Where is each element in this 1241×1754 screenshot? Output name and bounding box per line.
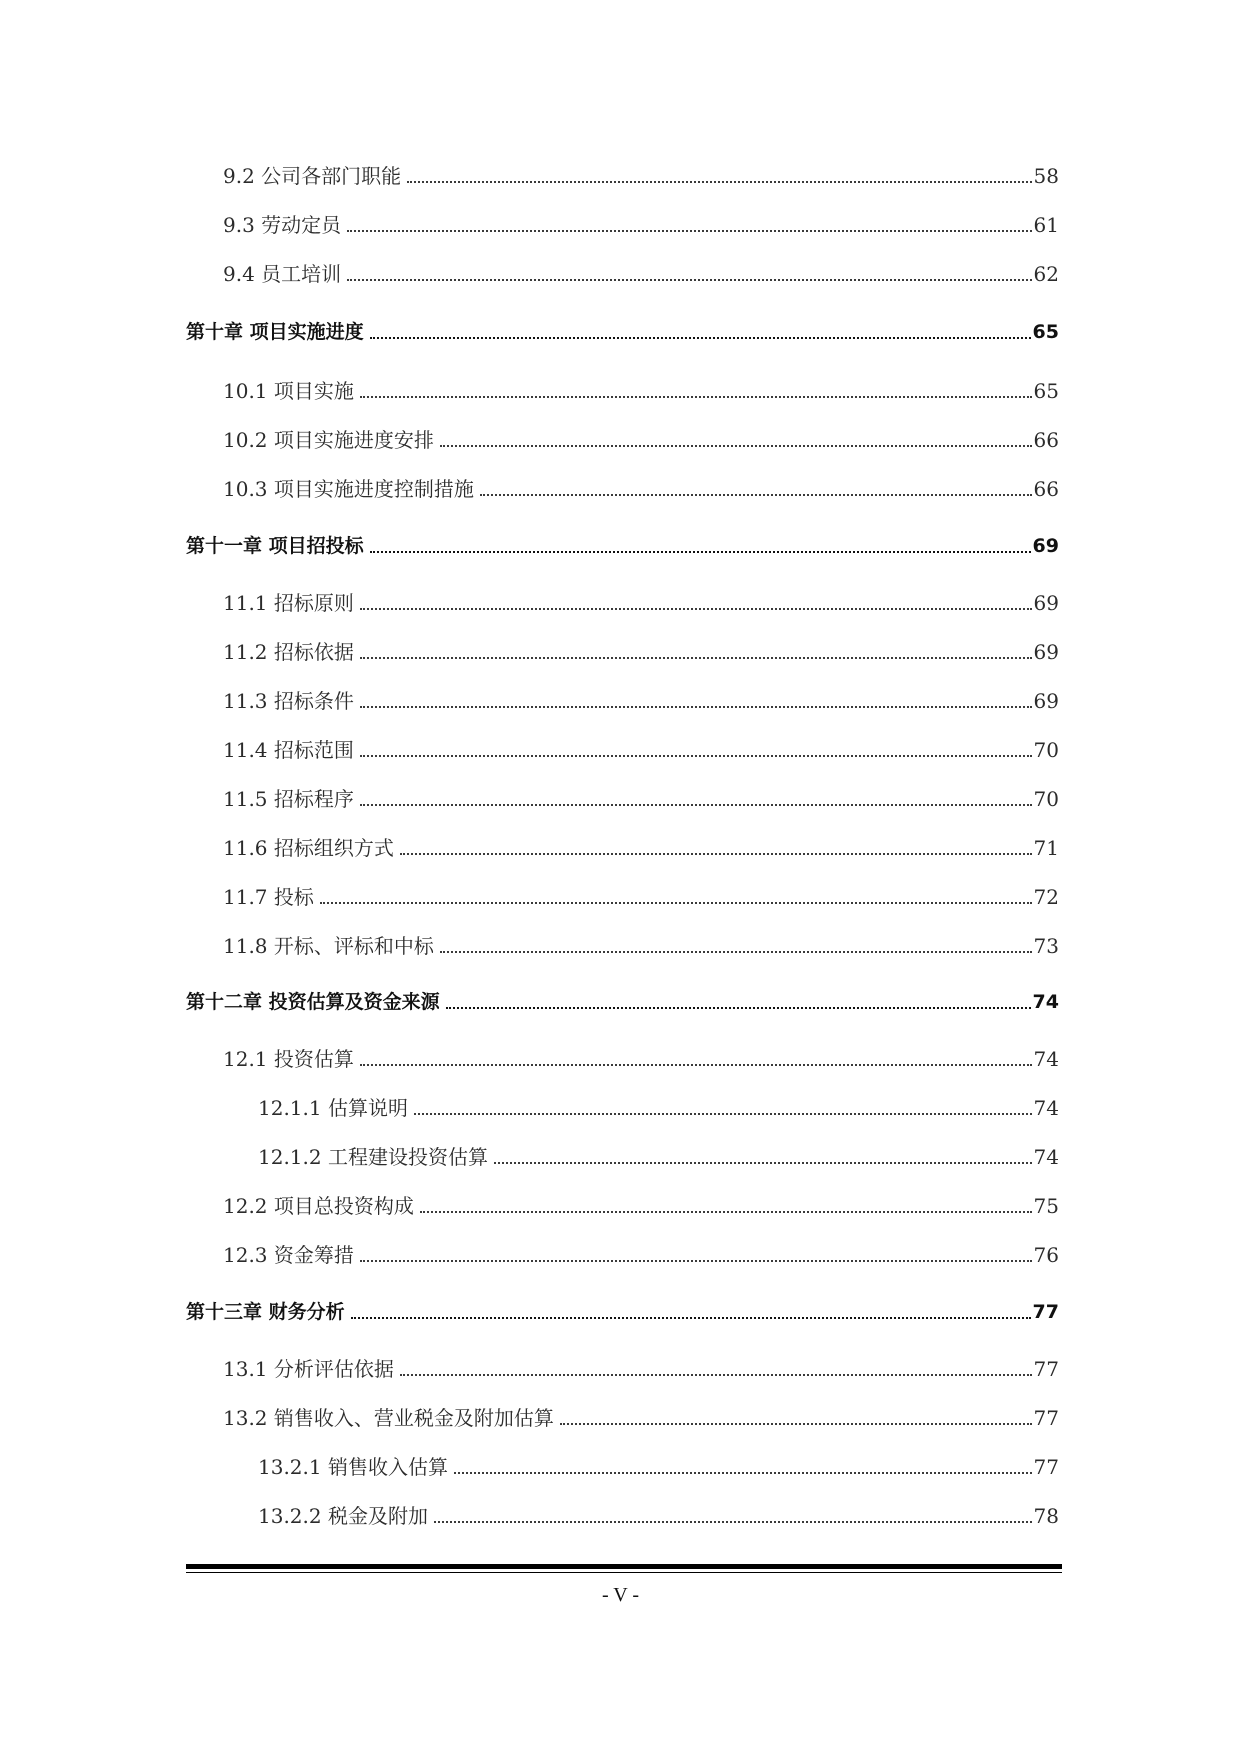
- toc-entry-page: 73: [1033, 934, 1059, 958]
- toc-entry-link[interactable]: [223, 929, 1059, 959]
- toc-entry-page: 74: [1033, 1047, 1059, 1071]
- toc-row: [0, 1401, 1241, 1431]
- toc-row: [0, 880, 1241, 910]
- toc-entry-link[interactable]: [223, 635, 1059, 665]
- toc-row: [0, 529, 1241, 559]
- toc-dot-leader: [560, 1405, 1032, 1431]
- toc-entry-link[interactable]: [223, 1352, 1059, 1382]
- toc-entry-link[interactable]: [223, 733, 1059, 763]
- toc-row: [0, 374, 1241, 404]
- toc-entry-page: 69: [1033, 689, 1059, 713]
- toc-entry-link[interactable]: [223, 782, 1059, 812]
- toc-entry-page: 72: [1033, 885, 1059, 909]
- toc-dot-leader: [360, 786, 1032, 812]
- toc-row: [0, 208, 1241, 238]
- toc-entry-page: 66: [1033, 428, 1059, 452]
- toc-dot-leader: [351, 1299, 1031, 1325]
- toc-chapter-page: 77: [1032, 1301, 1059, 1323]
- toc-chapter-title: 第十一章 项目招投标: [186, 535, 364, 557]
- toc-entry-title: 10.2 项目实施进度安排: [223, 428, 434, 452]
- toc-dot-leader: [454, 1454, 1032, 1480]
- toc-dot-leader: [360, 1242, 1032, 1268]
- toc-row: [0, 635, 1241, 665]
- toc-dot-leader: [446, 989, 1031, 1015]
- toc-row: [0, 423, 1241, 453]
- toc-entry-page: 77: [1033, 1406, 1059, 1430]
- toc-entry-title: 9.4 员工培训: [223, 262, 342, 286]
- toc-row: [0, 929, 1241, 959]
- toc-dot-leader: [360, 737, 1032, 763]
- toc-subentry-page: 74: [1033, 1145, 1059, 1169]
- toc-dot-leader: [347, 261, 1031, 287]
- toc-entry-title: 9.3 劳动定员: [223, 213, 342, 237]
- toc-entry-title: 11.5 招标程序: [223, 787, 354, 811]
- toc-dot-leader: [320, 884, 1032, 910]
- toc-chapter-link[interactable]: [186, 315, 1059, 345]
- toc-chapter-page: 65: [1032, 321, 1059, 343]
- toc-chapter-title: 第十三章 财务分析: [186, 1301, 345, 1323]
- toc-row: [0, 1189, 1241, 1219]
- toc-chapter-title: 第十二章 投资估算及资金来源: [186, 991, 440, 1013]
- toc-entry-page: 77: [1033, 1357, 1059, 1381]
- toc-dot-leader: [360, 639, 1032, 665]
- toc-chapter-title: 第十章 项目实施进度: [186, 321, 364, 343]
- toc-subentry-link[interactable]: [258, 1450, 1059, 1480]
- toc-entry-link[interactable]: [223, 159, 1059, 189]
- toc-row: [0, 315, 1241, 345]
- toc-chapter-page: 74: [1032, 991, 1059, 1013]
- toc-subentry-page: 74: [1033, 1096, 1059, 1120]
- toc-entry-title: 11.7 投标: [223, 885, 314, 909]
- toc-entry-link[interactable]: [223, 374, 1059, 404]
- toc-row: [0, 159, 1241, 189]
- toc-dot-leader: [370, 319, 1031, 345]
- toc-dot-leader: [480, 476, 1032, 502]
- toc-dot-leader: [434, 1503, 1032, 1529]
- toc-entry-title: 11.1 招标原则: [223, 591, 354, 615]
- toc-dot-leader: [360, 378, 1032, 404]
- toc-dot-leader: [360, 1046, 1032, 1072]
- toc-subentry-title: 13.2.2 税金及附加: [258, 1504, 428, 1528]
- toc-dot-leader: [347, 212, 1031, 238]
- toc-row: [0, 1140, 1241, 1170]
- toc-entry-page: 76: [1033, 1243, 1059, 1267]
- toc-entry-title: 11.6 招标组织方式: [223, 836, 394, 860]
- toc-subentry-page: 78: [1033, 1504, 1059, 1528]
- toc-entry-link[interactable]: [223, 472, 1059, 502]
- toc-dot-leader: [420, 1193, 1032, 1219]
- toc-row: [0, 1450, 1241, 1480]
- toc-entry-title: 12.3 资金筹措: [223, 1243, 354, 1267]
- toc-dot-leader: [400, 835, 1032, 861]
- toc-row: [0, 472, 1241, 502]
- toc-chapter-link[interactable]: [186, 985, 1059, 1015]
- toc-entry-page: 75: [1033, 1194, 1059, 1218]
- toc-entry-link[interactable]: [223, 684, 1059, 714]
- toc-entry-page: 69: [1033, 591, 1059, 615]
- toc-dot-leader: [370, 533, 1031, 559]
- toc-row: [0, 733, 1241, 763]
- toc-entry-title: 11.8 开标、评标和中标: [223, 934, 434, 958]
- toc-dot-leader: [360, 590, 1032, 616]
- footer-rule-thin: [186, 1572, 1062, 1573]
- toc-entry-page: 71: [1033, 836, 1059, 860]
- toc-dot-leader: [400, 1356, 1032, 1382]
- page-number: - V -: [601, 1584, 640, 1606]
- toc-row: [0, 1295, 1241, 1325]
- toc-entry-link[interactable]: [223, 586, 1059, 616]
- toc-row: [0, 1352, 1241, 1382]
- toc-chapter-link[interactable]: [186, 1295, 1059, 1325]
- toc-subentry-link[interactable]: [258, 1499, 1059, 1529]
- footer-rule-thick: [186, 1564, 1062, 1569]
- toc-entry-link[interactable]: [223, 423, 1059, 453]
- toc-entry-page: 66: [1033, 477, 1059, 501]
- toc-dot-leader: [414, 1095, 1032, 1121]
- toc-row: [0, 985, 1241, 1015]
- toc-dot-leader: [360, 688, 1032, 714]
- toc-dot-leader: [440, 933, 1032, 959]
- toc-entry-title: 11.3 招标条件: [223, 689, 354, 713]
- toc-subentry-title: 13.2.1 销售收入估算: [258, 1455, 448, 1479]
- toc-entry-title: 13.2 销售收入、营业税金及附加估算: [223, 1406, 554, 1430]
- toc-entry-title: 9.2 公司各部门职能: [223, 164, 402, 188]
- toc-entry-link[interactable]: [223, 1042, 1059, 1072]
- toc-entry-title: 12.1 投资估算: [223, 1047, 354, 1071]
- toc-row: [0, 831, 1241, 861]
- toc-dot-leader: [494, 1144, 1032, 1170]
- toc-entry-page: 70: [1033, 738, 1059, 762]
- toc-entry-link[interactable]: [223, 1401, 1059, 1431]
- toc-entry-link[interactable]: [223, 257, 1059, 287]
- toc-dot-leader: [440, 427, 1032, 453]
- toc-row: [0, 782, 1241, 812]
- toc-row: [0, 684, 1241, 714]
- toc-subentry-link[interactable]: [258, 1091, 1059, 1121]
- toc-subentry-title: 12.1.2 工程建设投资估算: [258, 1145, 488, 1169]
- toc-entry-page: 65: [1033, 379, 1059, 403]
- toc-row: [0, 1499, 1241, 1529]
- toc-entry-title: 12.2 项目总投资构成: [223, 1194, 414, 1218]
- toc-entry-title: 10.3 项目实施进度控制措施: [223, 477, 474, 501]
- toc-entry-link[interactable]: [223, 208, 1059, 238]
- toc-entry-link[interactable]: [223, 1238, 1059, 1268]
- toc-subentry-title: 12.1.1 估算说明: [258, 1096, 408, 1120]
- toc-entry-link[interactable]: [223, 1189, 1059, 1219]
- toc-entry-title: 13.1 分析评估依据: [223, 1357, 394, 1381]
- toc-row: [0, 1091, 1241, 1121]
- toc-row: [0, 1238, 1241, 1268]
- toc-entry-page: 69: [1033, 640, 1059, 664]
- toc-entry-page: 61: [1033, 213, 1059, 237]
- toc-entry-link[interactable]: [223, 880, 1059, 910]
- toc-entry-title: 11.4 招标范围: [223, 738, 354, 762]
- toc-entry-title: 10.1 项目实施: [223, 379, 354, 403]
- toc-subentry-link[interactable]: [258, 1140, 1059, 1170]
- toc-row: [0, 257, 1241, 287]
- toc-row: [0, 1042, 1241, 1072]
- toc-row: [0, 586, 1241, 616]
- toc-entry-page: 58: [1033, 164, 1059, 188]
- toc-chapter-page: 69: [1032, 535, 1059, 557]
- toc-chapter-link[interactable]: [186, 529, 1059, 559]
- toc-entry-page: 70: [1033, 787, 1059, 811]
- toc-dot-leader: [407, 163, 1031, 189]
- toc-entry-page: 62: [1033, 262, 1059, 286]
- toc-subentry-page: 77: [1033, 1455, 1059, 1479]
- toc-entry-link[interactable]: [223, 831, 1059, 861]
- toc-entry-title: 11.2 招标依据: [223, 640, 354, 664]
